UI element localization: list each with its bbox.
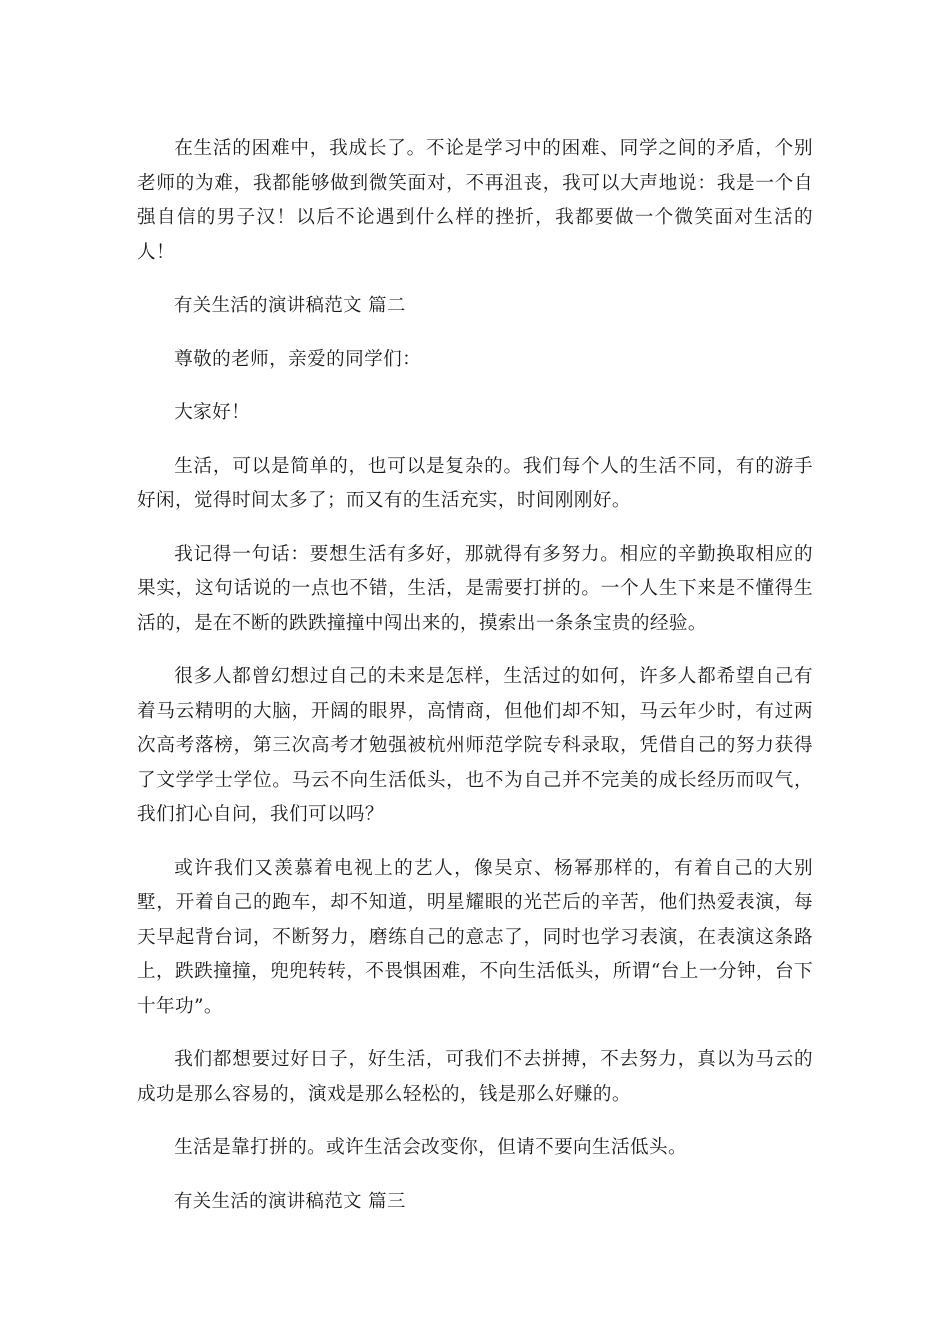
- paragraph-celebrities: 或许我们又羡慕着电视上的艺人，像吴京、杨幂那样的，有着自己的大别墅，开着自己的跑车，却不知道，明星耀眼的光芒后的辛苦，他们热爱表演，每天早起背台词，不断努力，磨练自己的意志了，同时也学习表演，在表演这条路上，跌跌撞撞，兜兜转转，不畏惧困难，不向生活低头，所谓“台上一分钟，台下十年功”。: [137, 857, 813, 1017]
- paragraph-effort-quote: 我记得一句话：要想生活有多好，那就得有多努力。相应的辛勤换取相应的果实，这句话说的一点也不错，生活，是需要打拼的。一个人生下来是不懂得生活的，是在不断的跌跌撞撞中闯出来的，摸索出一条条宝贵的经验。: [137, 543, 813, 634]
- paragraph-greeting: 大家好！: [174, 402, 251, 423]
- paragraph-growth-in-hardship: 在生活的困难中，我成长了。不论是学习中的困难、同学之间的矛盾，个别老师的为难，我都能够做到微笑面对，不再沮丧，我可以大声地说：我是一个自强自信的男子汉！以后不论遇到什么样的挫折，我都要做一个微笑面对生活的人！: [137, 138, 813, 263]
- paragraph-good-life: 我们都想要过好日子，好生活，可我们不去拼搏，不去努力，真以为马云的成功是那么容易的，演戏是那么轻松的，钱是那么好赚的。: [137, 1049, 813, 1105]
- section-heading-part-three: 有关生活的演讲稿范文 篇三: [174, 1190, 406, 1212]
- section-heading-part-two: 有关生活的演讲稿范文 篇二: [174, 295, 406, 316]
- paragraph-jack-ma: 很多人都曾幻想过自己的未来是怎样，生活过的如何，许多人都希望自己有着马云精明的大脑，开阔的眼界，高情商，但他们却不知，马云年少时，有过两次高考落榜，第三次高考才勉强被杭州师范学院专科录取，凭借自己的努力获得了文学学士学位。马云不向生活低头，也不为自己并不完美的成长经历而叹气，我们扪心自问，我们可以吗？: [137, 666, 813, 825]
- paragraph-salutation: 尊敬的老师，亲爱的同学们：: [174, 348, 422, 370]
- document-body: [137, 132, 813, 1238]
- paragraph-conclusion: 生活是靠打拼的。或许生活会改变你，但请不要向生活低头。: [174, 1137, 688, 1158]
- paragraph-life-simple-complex: 生活，可以是简单的，也可以是复杂的。我们每个人的生活不同，有的游手好闲，觉得时间太多了；而又有的生活充实，时间刚刚好。: [137, 455, 813, 511]
